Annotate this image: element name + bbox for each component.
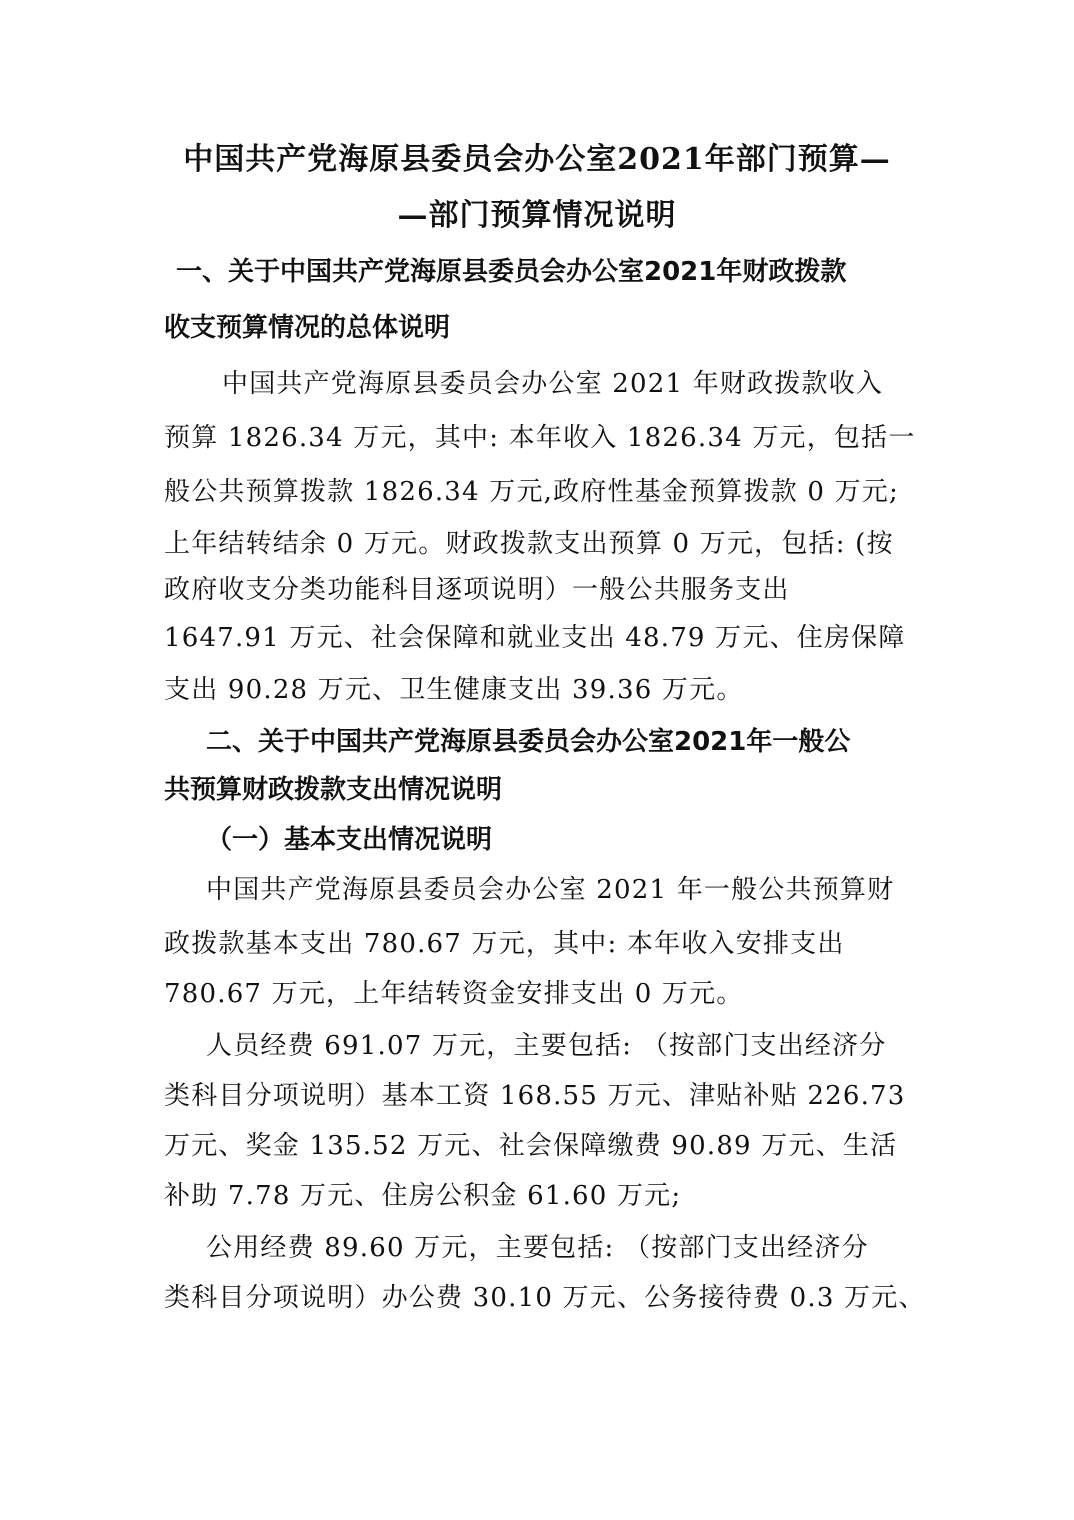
section2-para2-line: 人员经费 691.07 万元，主要包括: （按部门支出经济分: [206, 1031, 887, 1061]
section1-para-line: 上年结转结余 0 万元。财政拨款支出预算 0 万元，包括: (按: [164, 529, 894, 559]
section1-para-line: 般公共预算拨款 1826.34 万元,政府性基金预算拨款 0 万元;: [164, 477, 899, 507]
section2-para3-line: 类科目分项说明）办公费 30.10 万元、公务接待费 0.3 万元、: [164, 1283, 926, 1313]
section1-para-line: 预算 1826.34 万元，其中: 本年收入 1826.34 万元，包括一: [164, 423, 916, 453]
section2-subheading: （一）基本支出情况说明: [206, 825, 493, 855]
section2-para3-line: 公用经费 89.60 万元，主要包括: （按部门支出经济分: [206, 1233, 869, 1263]
section1-para-line: 中国共产党海原县委员会办公室 2021 年财政拨款收入: [222, 369, 884, 399]
document-title-line-2: —部门预算情况说明: [397, 198, 677, 233]
section2-para1-line: 政拨款基本支出 780.67 万元，其中: 本年收入安排支出: [164, 929, 845, 959]
section1-heading-line-2: 收支预算情况的总体说明: [164, 313, 451, 343]
section1-para-line: 1647.91 万元、社会保障和就业支出 48.79 万元、住房保障: [164, 623, 906, 653]
section1-para-line: 支出 90.28 万元、卫生健康支出 39.36 万元。: [164, 675, 744, 705]
section2-heading-line-1: 二、关于中国共产党海原县委员会办公室2021年一般公: [206, 727, 851, 757]
section2-para2-line: 万元、奖金 135.52 万元、社会保障缴费 90.89 万元、生活: [164, 1131, 898, 1161]
section2-para2-line: 类科目分项说明）基本工资 168.55 万元、津贴补贴 226.73: [164, 1081, 906, 1111]
section2-heading-line-2: 共预算财政拨款支出情况说明: [164, 775, 503, 805]
section2-para1-line: 780.67 万元，上年结转资金安排支出 0 万元。: [164, 979, 744, 1009]
section2-para1-line: 中国共产党海原县委员会办公室 2021 年一般公共预算财: [206, 875, 895, 905]
document-title-line-1: 中国共产党海原县委员会办公室2021年部门预算—: [183, 142, 891, 177]
section1-para-line: 政府收支分类功能科目逐项说明）一般公共服务支出: [164, 575, 790, 605]
section1-heading-line-1: 一、关于中国共产党海原县委员会办公室2021年财政拨款: [176, 257, 847, 287]
section2-para2-line: 补助 7.78 万元、住房公积金 61.60 万元;: [164, 1181, 682, 1211]
